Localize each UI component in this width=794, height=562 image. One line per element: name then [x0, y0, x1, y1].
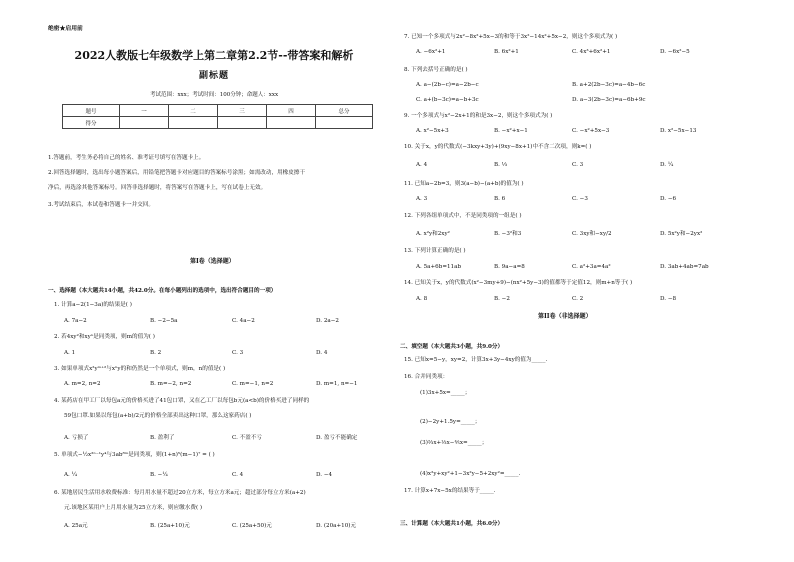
- score-cell: [267, 117, 316, 129]
- option: C. −x²+5x−3: [572, 128, 610, 134]
- question-5: 5. 单项式−½x²ⁿ⁻¹y⁴与3ab⁸ᵐ是同类项，则(1+n)⁵(m−1)⁷ = ( ): [54, 452, 215, 458]
- question-7: 7. 已知一个多项式与2x²−8x²+5x−3的和等于3x²−14x²+5x−2，则这个多项式为( ): [404, 34, 618, 40]
- part2-heading: 第II卷（非选择题）: [538, 313, 592, 320]
- question-17: 17. 计算x+7x−5x的结果等于_____.: [404, 488, 496, 494]
- score-cell: 四: [267, 105, 316, 117]
- option: D. −6: [660, 196, 677, 202]
- score-cell: [120, 117, 169, 129]
- option: C. m=−1, n=2: [232, 381, 274, 387]
- score-table: [62, 104, 373, 129]
- option: D. 盈亏不能确定: [316, 435, 358, 441]
- question-15: 15. 已知x=5−y，xy=2，计算3x+3y−4xy的值为_____.: [404, 357, 548, 363]
- option: D. x²−5x−13: [660, 128, 697, 134]
- option: C. 2: [572, 296, 584, 302]
- option: D. −6x²−5: [660, 49, 690, 55]
- option: D. 3ab+4ab=7ab: [660, 264, 709, 270]
- notice-line: 2.回答选择题时，选出每小题答案后，用铅笔把答题卡对应题目的答案标号涂黑；如需改动，用橡皮擦干: [48, 170, 306, 176]
- option: D. −8: [660, 296, 677, 302]
- score-cell: 总分: [316, 105, 373, 117]
- option: C. 4: [232, 472, 244, 478]
- question-14: 14. 已知关于x，y的代数式(x²−3my+9)−(nx²+5y−3)的值都等于定值12，则m+n等于( ): [404, 280, 633, 286]
- section3-heading: 三、计算题（本大题共1小题，共6.0分）: [400, 521, 504, 527]
- question-11: 11. 已知a−2b=3，则3(a−b)−(a+b)的值为( ): [404, 181, 524, 187]
- option: D. 5x²y和−2yx²: [660, 231, 703, 237]
- question-1: 1. 计算a−2(1−3a)的结果是( ): [54, 302, 132, 308]
- option: B. 6x²+1: [494, 49, 519, 55]
- option: B. a+2(2b−3c)=a−4b−6c: [572, 82, 646, 88]
- option: B. −x²+x−1: [494, 128, 528, 134]
- option: D. −4: [316, 472, 333, 478]
- option: B. 6: [494, 196, 506, 202]
- question-16: 16. 合并同类项：: [404, 374, 449, 380]
- notice-line: 1.答题前，考生务必将自己的姓名、准考证号填写在答题卡上。: [48, 155, 205, 161]
- option: C. 不盈不亏: [232, 435, 263, 441]
- question-3: 3. 如果单项式x²yᵐ⁺²与xⁿy的和仍然是一个单项式，则m，n的值是( ): [54, 366, 226, 372]
- page-subtitle: 副标题: [198, 71, 229, 81]
- score-cell: 三: [218, 105, 267, 117]
- option: A. 1: [64, 350, 76, 356]
- question-12: 12. 下列各组单项式中，不是同类项的一组是( ): [404, 213, 522, 219]
- question-10: 10. 关于x，y的代数式(−3kxy+3y)+(9xy−8x+1)中不含二次项，则k=( ): [404, 144, 592, 150]
- option: C. 4x³+6x²+1: [572, 49, 611, 55]
- score-table-row: [63, 105, 373, 117]
- score-cell: 得分: [63, 117, 120, 129]
- option: A. 7a−2: [64, 318, 87, 324]
- option: C. 4a−2: [232, 318, 255, 324]
- option: C. 3xy和−xy/2: [572, 231, 612, 237]
- option: D. 2a−2: [316, 318, 339, 324]
- option: A. x²−5x+3: [416, 128, 449, 134]
- score-cell: [218, 117, 267, 129]
- option: D. m=1, n=−1: [316, 381, 358, 387]
- question-6-cont: 元.该地区某用户上月用水量为25立方米，则应缴水费( ): [64, 505, 203, 511]
- option: A. 8: [416, 296, 428, 302]
- option: B. −3²和3: [494, 231, 522, 237]
- question-9: 9. 一个多项式与x²−2x+1的和是3x−2，则这个多项式为( ): [404, 113, 553, 119]
- option: A. 4: [416, 162, 428, 168]
- section1-heading: 一、选择题（本大题共14小题，共42.0分。在每小题列出的选项中，选出符合题目的一项）: [48, 288, 277, 294]
- option: C. (25a+50)元: [232, 523, 272, 529]
- option: B. 2: [150, 350, 162, 356]
- notice-line: 净后，再选涂其他答案标号。回答非选择题时，将答案写在答题卡上，写在试卷上无效。: [48, 185, 267, 191]
- option: B. (25a+10)元: [150, 523, 190, 529]
- score-cell: 题号: [63, 105, 120, 117]
- sub-question: (1)3x+5x=_____；: [420, 390, 471, 396]
- option: A. 5a+6b=11ab: [416, 264, 462, 270]
- option: C. a+(b−3c)=a−b+3c: [416, 97, 479, 103]
- option: A. 3: [416, 196, 428, 202]
- option: A. a−(2b−c)=a−2b−c: [416, 82, 479, 88]
- exam-info: 考试范围：xxx；考试时间：100分钟；命题人：xxx: [149, 92, 279, 98]
- question-4: 4. 某药店在甲工厂以每包a元的价格买进了41包口罩，又在乙工厂以每包b元(a<b)的价格买进了同样的: [54, 398, 310, 404]
- option: C. a²+3a=4a²: [572, 264, 611, 270]
- option: D. ¼: [660, 162, 674, 168]
- page-title: 2022人教版七年级数学上第二章第2.2节--带答案和解析: [74, 49, 354, 62]
- option: D. a−3(2b−3c)=a−6b+9c: [572, 97, 646, 103]
- question-13: 13. 下列计算正确的是( ): [404, 248, 466, 254]
- option: B. ⅓: [494, 162, 508, 168]
- option: D. 4: [316, 350, 328, 356]
- option: A. −6x²+1: [416, 49, 446, 55]
- option: C. 3: [232, 350, 244, 356]
- question-6: 6. 某地居民生活用水收费标准：每月用水量不超过20立方米，每立方米a元；超过部分每立方米(a+2): [54, 490, 306, 496]
- option: B. −¼: [150, 472, 168, 478]
- score-cell: [316, 117, 373, 129]
- option: C. 3: [572, 162, 584, 168]
- option: A. 25a元: [64, 523, 88, 529]
- option: A. 亏损了: [64, 435, 89, 441]
- score-table-row: [63, 117, 373, 129]
- score-cell: [169, 117, 218, 129]
- secret-label: 绝密★启用前: [48, 26, 83, 32]
- sub-question: (3)⅔x+⅓x−⅘x=_____；: [420, 440, 488, 446]
- part1-heading: 第I卷（选择题）: [190, 258, 235, 265]
- option: A. m=2, n=2: [64, 381, 101, 387]
- score-cell: 一: [120, 105, 169, 117]
- question-2: 2. 若4xy²和xyⁿ是同类项，则m的值为( ): [54, 334, 155, 340]
- question-4-cont: 59包口罩.如果以每包(a+b)/2元的价格全部卖出这种口罩，那么这家药店( ): [64, 413, 252, 419]
- sub-question: (2)−2y+1.5y=_____；: [420, 419, 481, 425]
- option: A. ¼: [64, 472, 78, 478]
- question-8: 8. 下列去括号正确的是( ): [404, 67, 468, 73]
- option: D. (20a+10)元: [316, 523, 357, 529]
- section2-heading: 二、填空题（本大题共3小题，共9.0分）: [400, 344, 504, 350]
- option: A. x²y和2xy²: [416, 231, 450, 237]
- option: B. −2: [494, 296, 510, 302]
- sub-question: (4)x²y+xy²+1−3x²y−5+2xy²=_____.: [420, 471, 521, 477]
- option: B. m=−2, n=2: [150, 381, 192, 387]
- option: B. −2−5a: [150, 318, 178, 324]
- score-cell: 二: [169, 105, 218, 117]
- notice-line: 3.考试结束后，本试卷和答题卡一并交回。: [48, 202, 155, 208]
- option: B. 9a−a=8: [494, 264, 525, 270]
- option: C. −3: [572, 196, 588, 202]
- option: B. 盈利了: [150, 435, 175, 441]
